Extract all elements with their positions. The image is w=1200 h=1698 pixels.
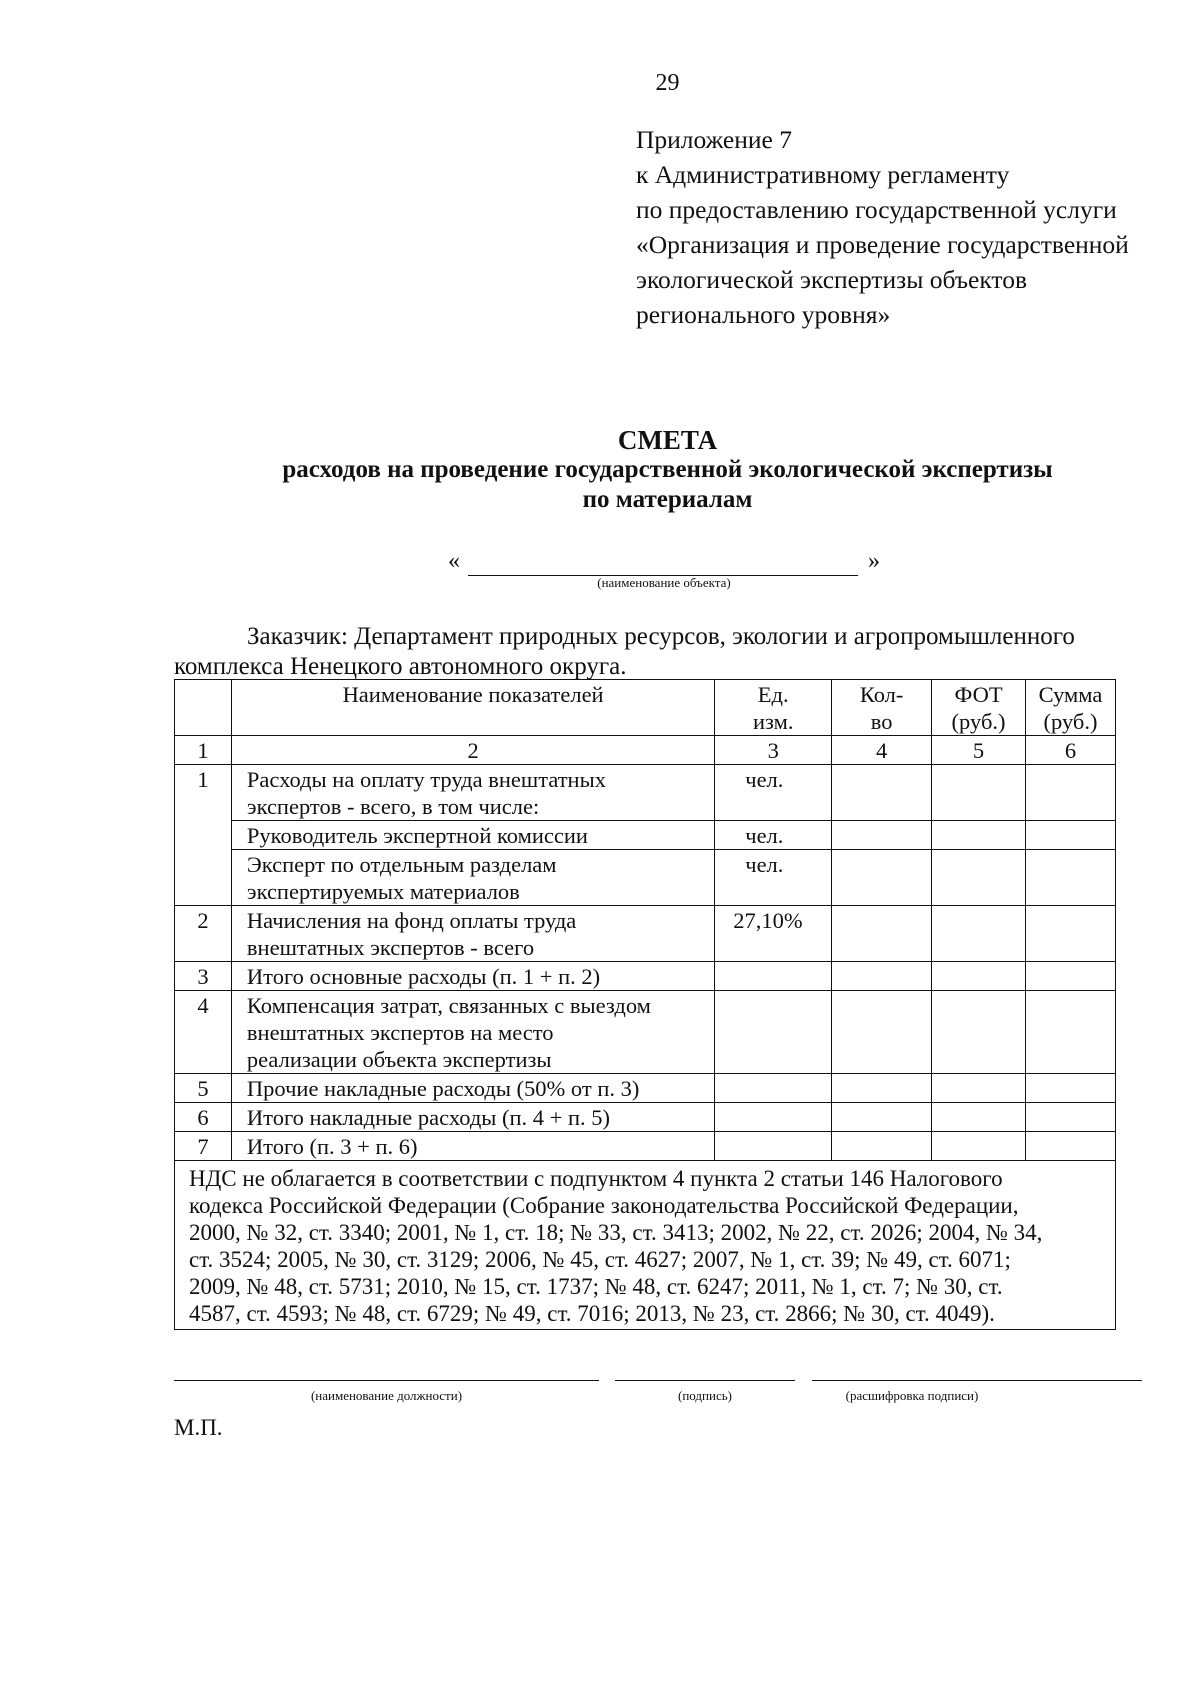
row-name-line: Начисления на фонд оплаты труда <box>246 908 577 933</box>
title-line: расходов на проведение государственной экологической экспертизы <box>282 456 1053 483</box>
customer-line: Заказчик: Департамент природных ресурсов, экологии и агропромышленного <box>247 623 1075 650</box>
header-cell <box>1026 680 1116 736</box>
row-name-line: внештатных экспертов на место <box>246 1020 554 1045</box>
row-name <box>231 821 714 850</box>
row-name <box>231 1132 714 1161</box>
row-name <box>231 850 714 906</box>
row-number: 4 <box>175 991 232 1074</box>
appendix-line: экологической экспертизы объектов <box>636 265 1028 294</box>
row-qty <box>832 962 932 991</box>
row-unit: чел. <box>715 765 832 821</box>
row-unit <box>715 1103 832 1132</box>
row-unit <box>715 1074 832 1103</box>
header-sum: Сумма <box>1038 682 1103 707</box>
appendix-line: Приложение 7 <box>636 125 792 154</box>
row-qty <box>832 991 932 1074</box>
row-name-line: экспертируемых материалов <box>246 879 520 904</box>
vat-note-line: кодекса Российской Федерации (Собрание законодательства Российской Федерации, <box>189 1193 1019 1218</box>
row-fot <box>932 906 1026 962</box>
row-sum <box>1026 850 1116 906</box>
row-name-line: внештатных экспертов - всего <box>246 935 535 960</box>
table-row <box>175 821 1116 850</box>
row-qty <box>832 765 932 821</box>
vat-note-line: 2009, № 48, ст. 5731; 2010, № 15, ст. 1737; № 48, ст. 6247; 2011, № 1, ст. 7; № 30, ст. <box>189 1274 1003 1299</box>
estimate-table <box>174 679 1116 1330</box>
row-sum <box>1026 765 1116 821</box>
row-fot <box>932 1074 1026 1103</box>
row-name-line: реализации объекта экспертизы <box>246 1047 552 1072</box>
header-fot: ФОТ <box>954 682 1003 707</box>
header-unit: Ед. <box>757 682 789 707</box>
appendix-header <box>636 122 1176 332</box>
header-cell <box>175 680 232 736</box>
row-number: 1 <box>175 765 232 906</box>
vat-note <box>175 1161 1116 1330</box>
open-quote: « <box>448 548 460 574</box>
row-sum <box>1026 1103 1116 1132</box>
row-sum <box>1026 1132 1116 1161</box>
close-quote: » <box>868 548 880 574</box>
table-row <box>175 850 1116 906</box>
appendix-line: регионального уровня» <box>636 300 891 329</box>
customer-line: комплекса Ненецкого автономного округа. <box>174 653 627 680</box>
row-unit <box>715 1132 832 1161</box>
row-qty <box>832 1074 932 1103</box>
row-fot <box>932 821 1026 850</box>
appendix-line: «Организация и проведение государственной <box>636 230 1129 259</box>
column-number: 5 <box>932 736 1026 765</box>
vat-note-row <box>175 1161 1116 1330</box>
appendix-line: по предоставлению государственной услуги <box>636 195 1117 224</box>
page-number: 29 <box>655 70 680 96</box>
row-sum <box>1026 1074 1116 1103</box>
row-unit: чел. <box>715 821 832 850</box>
column-number: 1 <box>175 736 232 765</box>
decoding-signature-line <box>812 1380 1142 1381</box>
customer-paragraph <box>174 622 1134 682</box>
document-title <box>0 425 1200 515</box>
row-qty <box>832 1132 932 1161</box>
row-name-line: Итого (п. 3 + п. 6) <box>246 1134 418 1159</box>
row-fot <box>932 765 1026 821</box>
row-fot <box>932 962 1026 991</box>
row-name <box>231 1074 714 1103</box>
header-unit: изм. <box>752 709 794 734</box>
row-unit <box>715 962 832 991</box>
row-number: 2 <box>175 906 232 962</box>
table-row <box>175 1103 1116 1132</box>
column-number: 2 <box>231 736 714 765</box>
title-line: по материалам <box>582 486 753 513</box>
header-qty: Кол- <box>859 682 904 707</box>
table-row <box>175 1074 1116 1103</box>
row-name-line: Эксперт по отдельным разделам <box>246 852 557 877</box>
row-unit: 27,10% <box>715 906 832 962</box>
row-name <box>231 991 714 1074</box>
row-fot <box>932 1103 1026 1132</box>
row-name-line: Компенсация затрат, связанных с выездом <box>246 993 651 1018</box>
row-name-line: Прочие накладные расходы (50% от п. 3) <box>246 1076 640 1101</box>
row-name <box>231 906 714 962</box>
column-number-row <box>175 736 1116 765</box>
header-sum: (руб.) <box>1043 709 1098 734</box>
object-caption: (наименование объекта) <box>597 575 731 590</box>
vat-note-line: 2000, № 32, ст. 3340; 2001, № 1, ст. 18; № 33, ст. 3413; 2002, № 22, ст. 2026; 2004, № 34, <box>189 1220 1043 1245</box>
row-qty <box>832 906 932 962</box>
vat-note-line: 4587, ст. 4593; № 48, ст. 6729; № 49, ст. 7016; 2013, № 23, ст. 2866; № 30, ст. 4049). <box>189 1301 995 1326</box>
row-qty <box>832 850 932 906</box>
header-cell <box>932 680 1026 736</box>
row-qty <box>832 821 932 850</box>
table-row <box>175 906 1116 962</box>
row-unit: чел. <box>715 850 832 906</box>
row-name <box>231 765 714 821</box>
row-name <box>231 962 714 991</box>
signature-caption: (подпись) <box>678 1388 732 1403</box>
row-sum <box>1026 906 1116 962</box>
row-number: 6 <box>175 1103 232 1132</box>
vat-note-line: НДС не облагается в соответствии с подпунктом 4 пункта 2 статьи 146 Налогового <box>189 1166 1003 1191</box>
decoding-caption: (расшифровка подписи) <box>845 1388 979 1403</box>
row-qty <box>832 1103 932 1132</box>
row-fot <box>932 850 1026 906</box>
row-number: 3 <box>175 962 232 991</box>
row-name-line: экспертов - всего, в том числе: <box>246 794 540 819</box>
position-caption: (наименование должности) <box>310 1388 463 1403</box>
table-header-row <box>175 680 1116 736</box>
stamp-mark: М.П. <box>174 1415 223 1440</box>
row-fot <box>932 1132 1026 1161</box>
table-row <box>175 991 1116 1074</box>
row-fot <box>932 991 1026 1074</box>
header-cell <box>231 680 714 736</box>
row-number: 7 <box>175 1132 232 1161</box>
row-sum <box>1026 962 1116 991</box>
row-unit <box>715 991 832 1074</box>
position-signature-line <box>174 1380 599 1381</box>
header-cell <box>832 680 932 736</box>
column-number: 3 <box>715 736 832 765</box>
signature-line <box>615 1380 795 1381</box>
row-sum <box>1026 821 1116 850</box>
table-row <box>175 765 1116 821</box>
row-name-line: Итого накладные расходы (п. 4 + п. 5) <box>246 1105 611 1130</box>
row-name-line: Расходы на оплату труда внештатных <box>246 767 606 792</box>
column-number: 4 <box>832 736 932 765</box>
column-number: 6 <box>1026 736 1116 765</box>
header-qty: во <box>870 709 893 734</box>
row-name-line: Итого основные расходы (п. 1 + п. 2) <box>246 964 601 989</box>
appendix-line: к Административному регламенту <box>636 160 1010 189</box>
row-name-line: Руководитель экспертной комиссии <box>246 823 588 848</box>
header-cell <box>715 680 832 736</box>
header-fot: (руб.) <box>951 709 1006 734</box>
table-row <box>175 1132 1116 1161</box>
row-number: 5 <box>175 1074 232 1103</box>
header-name: Наименование показателей <box>342 682 604 707</box>
table-row <box>175 962 1116 991</box>
vat-note-line: ст. 3524; 2005, № 30, ст. 3129; 2006, № 45, ст. 4627; 2007, № 1, ст. 39; № 49, ст. 6071; <box>189 1247 1011 1272</box>
row-sum <box>1026 991 1116 1074</box>
title-line: СМЕТА <box>617 425 718 455</box>
row-name <box>231 1103 714 1132</box>
